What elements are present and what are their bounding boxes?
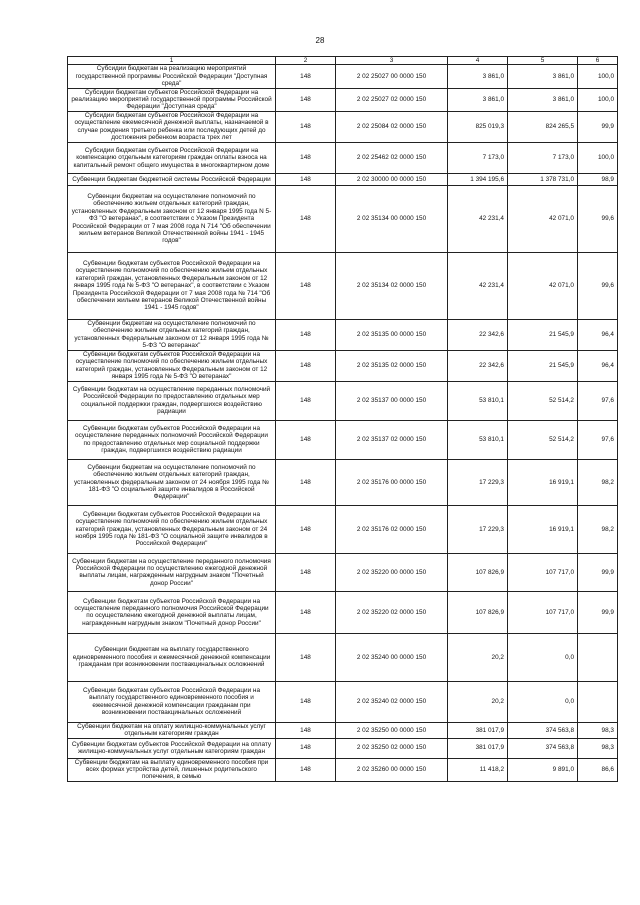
planned-amount: 42 231,4 bbox=[448, 252, 508, 319]
planned-amount: 17 229,3 bbox=[448, 459, 508, 505]
execution-percent: 97,6 bbox=[578, 420, 618, 459]
planned-amount: 11 418,2 bbox=[448, 758, 508, 781]
actual-amount: 52 514,2 bbox=[508, 420, 578, 459]
table-row bbox=[68, 505, 618, 553]
planned-amount: 42 231,4 bbox=[448, 185, 508, 252]
row-description: Субвенции бюджетам на осуществление переданного полномочия Российской Федерации по осуществлению ежегодной денежной выплаты лицам, награжденным нагрудным знаком "Почетный донор России" bbox=[68, 553, 276, 591]
actual-amount: 42 071,0 bbox=[508, 252, 578, 319]
table-row bbox=[68, 553, 618, 591]
table-row bbox=[68, 459, 618, 505]
column-header: 1 bbox=[68, 57, 276, 65]
actual-amount: 42 071,0 bbox=[508, 185, 578, 252]
planned-amount: 107 826,9 bbox=[448, 553, 508, 591]
planned-amount: 107 826,9 bbox=[448, 591, 508, 633]
actual-amount: 824 265,5 bbox=[508, 111, 578, 142]
table-row bbox=[68, 111, 618, 142]
actual-amount: 374 563,8 bbox=[508, 738, 578, 758]
column-header: 5 bbox=[508, 57, 578, 65]
row-description: Субвенции бюджетам на выплату государственного единовременного пособия и ежемесячной денежной компенсации гражданам при возникновении поствакцинальных осложнений bbox=[68, 633, 276, 681]
execution-percent: 98,3 bbox=[578, 722, 618, 738]
admin-code: 148 bbox=[276, 505, 336, 553]
admin-code: 148 bbox=[276, 111, 336, 142]
table-row bbox=[68, 319, 618, 350]
execution-percent bbox=[578, 681, 618, 722]
execution-percent: 99,6 bbox=[578, 252, 618, 319]
execution-percent: 98,2 bbox=[578, 505, 618, 553]
actual-amount: 0,0 bbox=[508, 681, 578, 722]
row-description: Субсидии бюджетам субъектов Российской Федерации на осуществление ежемесячной денежной выплаты, назначаемой в случае рождения третьего ребенка или последующих детей до достижения ребенком возраста трех лет bbox=[68, 111, 276, 142]
admin-code: 148 bbox=[276, 65, 336, 88]
planned-amount: 20,2 bbox=[448, 681, 508, 722]
execution-percent: 96,4 bbox=[578, 350, 618, 381]
admin-code: 148 bbox=[276, 185, 336, 252]
admin-code: 148 bbox=[276, 252, 336, 319]
execution-percent: 99,9 bbox=[578, 111, 618, 142]
table-row bbox=[68, 381, 618, 420]
budget-classification-code: 2 02 35250 02 0000 150 bbox=[336, 738, 448, 758]
planned-amount: 7 173,0 bbox=[448, 142, 508, 173]
planned-amount: 20,2 bbox=[448, 633, 508, 681]
execution-percent: 96,4 bbox=[578, 319, 618, 350]
budget-classification-code: 2 02 25027 00 0000 150 bbox=[336, 65, 448, 88]
row-description: Субвенции бюджетам субъектов Российской Федерации на осуществление переданного полномочия Российской Федерации по осуществлению ежегодной денежной выплаты лицам, награжденным нагрудным знаком "Почетный донор России" bbox=[68, 591, 276, 633]
row-description: Субвенции бюджетам субъектов Российской Федерации на выплату государственного единовременного пособия и ежемесячной денежной компенсации гражданам при возникновении поствакцинальных осложнений bbox=[68, 681, 276, 722]
budget-classification-code: 2 02 35135 00 0000 150 bbox=[336, 319, 448, 350]
admin-code: 148 bbox=[276, 758, 336, 781]
actual-amount: 7 173,0 bbox=[508, 142, 578, 173]
table-row bbox=[68, 681, 618, 722]
row-description: Субсидии бюджетам субъектов Российской Федерации на реализацию мероприятий государственной программы Российской Федерации "Доступная среда" bbox=[68, 88, 276, 111]
table-row bbox=[68, 142, 618, 173]
actual-amount: 16 919,1 bbox=[508, 459, 578, 505]
table-row bbox=[68, 185, 618, 252]
page-number: 28 bbox=[315, 36, 325, 45]
admin-code: 148 bbox=[276, 633, 336, 681]
budget-classification-code: 2 02 35137 00 0000 150 bbox=[336, 381, 448, 420]
column-header: 2 bbox=[276, 57, 336, 65]
budget-classification-code: 2 02 35134 02 0000 150 bbox=[336, 252, 448, 319]
admin-code: 148 bbox=[276, 319, 336, 350]
budget-classification-code: 2 02 35240 02 0000 150 bbox=[336, 681, 448, 722]
budget-classification-code: 2 02 35220 00 0000 150 bbox=[336, 553, 448, 591]
budget-classification-code: 2 02 35176 00 0000 150 bbox=[336, 459, 448, 505]
actual-amount: 21 545,9 bbox=[508, 350, 578, 381]
row-description: Субвенции бюджетам на выплату единовременного пособия при всех формах устройства детей, лишенных родительского попечения, в семью bbox=[68, 758, 276, 781]
row-description: Субвенции бюджетам на оплату жилищно-коммунальных услуг отдельным категориям граждан bbox=[68, 722, 276, 738]
admin-code: 148 bbox=[276, 420, 336, 459]
budget-classification-code: 2 02 35135 02 0000 150 bbox=[336, 350, 448, 381]
actual-amount: 374 563,8 bbox=[508, 722, 578, 738]
admin-code: 148 bbox=[276, 350, 336, 381]
actual-amount: 107 717,0 bbox=[508, 591, 578, 633]
actual-amount: 21 545,9 bbox=[508, 319, 578, 350]
row-description: Субсидии бюджетам на реализацию мероприятий государственной программы Российской Федерации "Доступная среда" bbox=[68, 65, 276, 88]
table-row bbox=[68, 591, 618, 633]
table-row bbox=[68, 252, 618, 319]
row-description: Субвенции бюджетам субъектов Российской Федерации на осуществление полномочий по обеспечению жильем отдельных категорий граждан, установленных Федеральным законом от 12 января 1995 года № 5-ФЗ "О ветеранах", в соответствии с Указом Президента Российской Федерации от 7 мая 2008 года № 714 "Об обеспечении жильем ветеранов Великой Отечественной войны 1941 - 1945 годов" bbox=[68, 252, 276, 319]
actual-amount: 3 861,0 bbox=[508, 65, 578, 88]
budget-classification-code: 2 02 35137 02 0000 150 bbox=[336, 420, 448, 459]
budget-classification-code: 2 02 25084 02 0000 150 bbox=[336, 111, 448, 142]
row-description: Субсидии бюджетам субъектов Российской Федерации на компенсацию отдельным категориям граждан оплаты взноса на капитальный ремонт общего имущества в многоквартирном доме bbox=[68, 142, 276, 173]
planned-amount: 53 810,1 bbox=[448, 420, 508, 459]
table-row bbox=[68, 722, 618, 738]
planned-amount: 381 017,9 bbox=[448, 738, 508, 758]
row-description: Субвенции бюджетам бюджетной системы Российской Федерации bbox=[68, 173, 276, 185]
row-description: Субвенции бюджетам субъектов Российской Федерации на осуществление переданных полномочий Российской Федерации по предоставлению отдельных мер социальной поддержки граждан, подвергшихся воздействию радиации bbox=[68, 420, 276, 459]
actual-amount: 16 919,1 bbox=[508, 505, 578, 553]
admin-code: 148 bbox=[276, 173, 336, 185]
table-row bbox=[68, 633, 618, 681]
planned-amount: 3 861,0 bbox=[448, 88, 508, 111]
budget-classification-code: 2 02 35260 00 0000 150 bbox=[336, 758, 448, 781]
table-row bbox=[68, 420, 618, 459]
admin-code: 148 bbox=[276, 722, 336, 738]
execution-percent: 98,3 bbox=[578, 738, 618, 758]
row-description: Субвенции бюджетам на осуществление полномочий по обеспечению жильем отдельных категорий граждан, установленных федеральным законом от 24 ноября 1995 года № 181-ФЗ "О социальной защите инвалидов в Российской Федерации" bbox=[68, 459, 276, 505]
table-row bbox=[68, 173, 618, 185]
actual-amount: 52 514,2 bbox=[508, 381, 578, 420]
admin-code: 148 bbox=[276, 681, 336, 722]
planned-amount: 22 342,6 bbox=[448, 350, 508, 381]
planned-amount: 1 394 195,6 bbox=[448, 173, 508, 185]
budget-table bbox=[67, 56, 618, 782]
budget-classification-code: 2 02 35220 02 0000 150 bbox=[336, 591, 448, 633]
row-description: Субвенции бюджетам на осуществление переданных полномочий Российской Федерации по предоставлению отдельных мер социальной поддержки граждан, подвергшихся воздействию радиации bbox=[68, 381, 276, 420]
execution-percent: 100,0 bbox=[578, 65, 618, 88]
execution-percent: 99,9 bbox=[578, 591, 618, 633]
row-description: Субвенции бюджетам субъектов Российской Федерации на оплату жилищно-коммунальных услуг отдельным категориям граждан bbox=[68, 738, 276, 758]
planned-amount: 825 019,3 bbox=[448, 111, 508, 142]
column-header: 6 bbox=[578, 57, 618, 65]
actual-amount: 0,0 bbox=[508, 633, 578, 681]
admin-code: 148 bbox=[276, 88, 336, 111]
actual-amount: 107 717,0 bbox=[508, 553, 578, 591]
actual-amount: 1 378 731,0 bbox=[508, 173, 578, 185]
admin-code: 148 bbox=[276, 142, 336, 173]
row-description: Субвенции бюджетам субъектов Российской Федерации на осуществление полномочий по обеспечению жильем отдельных категорий граждан, установленных Федеральным законом от 24 ноября 1995 года № 181-ФЗ "О социальной защите инвалидов в Российской Федерации" bbox=[68, 505, 276, 553]
budget-classification-code: 2 02 35134 00 0000 150 bbox=[336, 185, 448, 252]
planned-amount: 22 342,6 bbox=[448, 319, 508, 350]
budget-classification-code: 2 02 35176 02 0000 150 bbox=[336, 505, 448, 553]
planned-amount: 381 017,9 bbox=[448, 722, 508, 738]
table-header-row bbox=[68, 57, 618, 65]
admin-code: 148 bbox=[276, 553, 336, 591]
budget-classification-code: 2 02 30000 00 0000 150 bbox=[336, 173, 448, 185]
actual-amount: 3 861,0 bbox=[508, 88, 578, 111]
budget-classification-code: 2 02 35250 00 0000 150 bbox=[336, 722, 448, 738]
execution-percent: 98,2 bbox=[578, 459, 618, 505]
execution-percent bbox=[578, 633, 618, 681]
execution-percent: 86,6 bbox=[578, 758, 618, 781]
row-description: Субвенции бюджетам субъектов Российской Федерации на осуществление полномочий по обеспечению жильем отдельных категорий граждан, установленных Федеральным законом от 12 января 1995 года № 5-ФЗ "О ветеранах" bbox=[68, 350, 276, 381]
table-row bbox=[68, 758, 618, 781]
execution-percent: 100,0 bbox=[578, 142, 618, 173]
admin-code: 148 bbox=[276, 381, 336, 420]
column-header: 4 bbox=[448, 57, 508, 65]
table-row bbox=[68, 65, 618, 88]
admin-code: 148 bbox=[276, 459, 336, 505]
execution-percent: 97,6 bbox=[578, 381, 618, 420]
actual-amount: 9 891,0 bbox=[508, 758, 578, 781]
execution-percent: 99,6 bbox=[578, 185, 618, 252]
budget-classification-code: 2 02 35240 00 0000 150 bbox=[336, 633, 448, 681]
planned-amount: 17 229,3 bbox=[448, 505, 508, 553]
planned-amount: 3 861,0 bbox=[448, 65, 508, 88]
table-row bbox=[68, 738, 618, 758]
row-description: Субвенции бюджетам на осуществление полномочий по обеспечению жильем отдельных категорий граждан, установленных Федеральным законом от 12 января 1995 года N 5-ФЗ "О ветеранах", в соответствии с Указом Президента Российской Федерации от 7 мая 2008 года N 714 "Об обеспечении жильем ветеранов Великой Отечественной войны 1941 - 1945 годов" bbox=[68, 185, 276, 252]
planned-amount: 53 810,1 bbox=[448, 381, 508, 420]
budget-classification-code: 2 02 25462 02 0000 150 bbox=[336, 142, 448, 173]
column-header: 3 bbox=[336, 57, 448, 65]
execution-percent: 99,9 bbox=[578, 553, 618, 591]
execution-percent: 98,9 bbox=[578, 173, 618, 185]
budget-classification-code: 2 02 25027 02 0000 150 bbox=[336, 88, 448, 111]
admin-code: 148 bbox=[276, 591, 336, 633]
table-row bbox=[68, 88, 618, 111]
admin-code: 148 bbox=[276, 738, 336, 758]
table-row bbox=[68, 350, 618, 381]
execution-percent: 100,0 bbox=[578, 88, 618, 111]
row-description: Субвенции бюджетам на осуществление полномочий по обеспечению жильем отдельных категорий граждан, установленных Федеральным законом от 12 января 1995 года № 5-ФЗ "О ветеранах" bbox=[68, 319, 276, 350]
